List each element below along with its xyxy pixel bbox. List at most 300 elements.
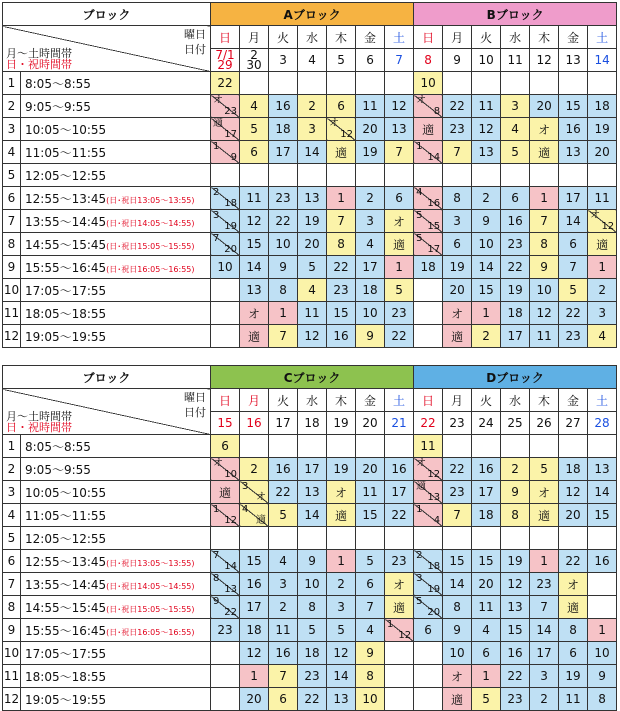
schedule-cell: 15 bbox=[559, 95, 588, 118]
schedule-cell: 14 bbox=[443, 573, 472, 596]
cell-upper: オ bbox=[213, 95, 224, 106]
period-row bbox=[3, 550, 617, 573]
schedule-cell: 22 bbox=[501, 665, 530, 688]
period-row bbox=[3, 233, 617, 256]
schedule-cell: 20 bbox=[240, 688, 269, 711]
schedule-cell: 20 bbox=[356, 118, 385, 141]
schedule-cell: 23 bbox=[443, 118, 472, 141]
weekday-cell: 日 bbox=[211, 26, 240, 49]
schedule-cell bbox=[443, 435, 472, 458]
schedule-cell bbox=[269, 435, 298, 458]
weekday-cell: 水 bbox=[501, 26, 530, 49]
schedule-cell: 16 bbox=[269, 642, 298, 665]
period-row bbox=[3, 527, 617, 550]
schedule-cell: 23 bbox=[385, 550, 414, 573]
period-row bbox=[3, 72, 617, 95]
schedule-cell: 6 bbox=[414, 619, 443, 642]
schedule-cell bbox=[588, 210, 617, 233]
schedule-cell: 13 bbox=[559, 141, 588, 164]
weekday-cell: 土 bbox=[588, 389, 617, 412]
period-row bbox=[3, 596, 617, 619]
period-time bbox=[21, 210, 211, 233]
date-cell: 4 bbox=[298, 49, 327, 72]
cell-lower: 12 bbox=[340, 129, 354, 140]
schedule-cell bbox=[414, 688, 443, 711]
schedule-cell: 15 bbox=[240, 233, 269, 256]
cell-lower: 18 bbox=[224, 198, 238, 209]
period-row bbox=[3, 302, 617, 325]
period-time bbox=[21, 642, 211, 665]
period-time bbox=[21, 187, 211, 210]
holiday-time-text: (日･祝日14:05～14:55) bbox=[106, 218, 195, 228]
schedule-cell: 12 bbox=[327, 642, 356, 665]
schedule-cell bbox=[211, 141, 240, 164]
schedule-cell: 11 bbox=[530, 325, 559, 348]
weekday-cell: 日 bbox=[414, 26, 443, 49]
schedule-cell: 3 bbox=[530, 665, 559, 688]
schedule-cell: 19 bbox=[327, 458, 356, 481]
schedule-cell: 1 bbox=[385, 256, 414, 279]
period-number: 6 bbox=[3, 550, 21, 573]
weekday-cell: 月 bbox=[240, 389, 269, 412]
date-part: 2 bbox=[250, 48, 258, 62]
holiday-time-text: (日･祝日13:05～13:55) bbox=[106, 558, 195, 568]
schedule-cell: 19 bbox=[443, 256, 472, 279]
period-number: 4 bbox=[3, 141, 21, 164]
schedule-cell: 1 bbox=[327, 187, 356, 210]
schedule-cell bbox=[472, 164, 501, 187]
cell-lower: 19 bbox=[427, 584, 441, 595]
period-time bbox=[21, 550, 211, 573]
cell-upper: 2 bbox=[213, 187, 220, 198]
schedule-cell: オ bbox=[385, 210, 414, 233]
weekday-cell: 木 bbox=[530, 389, 559, 412]
schedule-cell: 22 bbox=[443, 458, 472, 481]
schedule-grid bbox=[2, 365, 617, 711]
schedule-cell: 6 bbox=[385, 187, 414, 210]
schedule-cell: 16 bbox=[559, 118, 588, 141]
period-number: 7 bbox=[3, 210, 21, 233]
schedule-cell: オ bbox=[385, 573, 414, 596]
schedule-cell: 14 bbox=[472, 256, 501, 279]
schedule-cell: 8 bbox=[298, 596, 327, 619]
cell-upper: 3 bbox=[213, 210, 220, 221]
schedule-cell bbox=[414, 504, 443, 527]
schedule-cell bbox=[472, 527, 501, 550]
schedule-cell bbox=[501, 435, 530, 458]
schedule-cell bbox=[211, 233, 240, 256]
schedule-cell bbox=[588, 527, 617, 550]
cell-upper: 2 bbox=[416, 550, 423, 561]
schedule-cell: 12 bbox=[240, 642, 269, 665]
period-row bbox=[3, 435, 617, 458]
schedule-cell: 2 bbox=[269, 596, 298, 619]
schedule-cell: 3 bbox=[327, 596, 356, 619]
date-cell: 24 bbox=[472, 412, 501, 435]
schedule-cell: 18 bbox=[588, 95, 617, 118]
schedule-cell: 10 bbox=[298, 573, 327, 596]
schedule-cell: 4 bbox=[240, 95, 269, 118]
period-number: 5 bbox=[3, 527, 21, 550]
schedule-cell: 7 bbox=[443, 141, 472, 164]
schedule-cell: 5 bbox=[501, 141, 530, 164]
schedule-cell: 12 bbox=[240, 210, 269, 233]
schedule-cell: 7 bbox=[385, 141, 414, 164]
period-time-text: 11:05～11:55 bbox=[25, 508, 107, 523]
date-cell: 9 bbox=[443, 49, 472, 72]
period-time bbox=[21, 619, 211, 642]
schedule-cell: 11 bbox=[472, 596, 501, 619]
schedule-cell: 6 bbox=[211, 435, 240, 458]
schedule-cell bbox=[472, 435, 501, 458]
schedule-cell bbox=[240, 435, 269, 458]
weekday-cell: 木 bbox=[327, 26, 356, 49]
schedule-cell: 11 bbox=[472, 95, 501, 118]
schedule-cell: 15 bbox=[588, 504, 617, 527]
period-time bbox=[21, 325, 211, 348]
schedule-cell: 17 bbox=[472, 481, 501, 504]
schedule-cell bbox=[588, 435, 617, 458]
period-row bbox=[3, 573, 617, 596]
schedule-cell bbox=[414, 527, 443, 550]
schedule-cell: 5 bbox=[559, 279, 588, 302]
schedule-cell bbox=[559, 164, 588, 187]
period-row bbox=[3, 458, 617, 481]
schedule-cell bbox=[385, 642, 414, 665]
schedule-cell: 9 bbox=[588, 665, 617, 688]
schedule-cell bbox=[356, 164, 385, 187]
schedule-cell: 16 bbox=[240, 573, 269, 596]
schedule-cell: 8 bbox=[501, 504, 530, 527]
schedule-cell: 18 bbox=[298, 642, 327, 665]
schedule-cell: 6 bbox=[269, 688, 298, 711]
schedule-cell: 22 bbox=[269, 481, 298, 504]
schedule-cell bbox=[298, 527, 327, 550]
period-time-text: 19:05～19:55 bbox=[25, 692, 107, 707]
schedule-cell: 19 bbox=[559, 665, 588, 688]
schedule-cell: 23 bbox=[501, 688, 530, 711]
schedule-cell: 12 bbox=[559, 481, 588, 504]
weekday-cell: 金 bbox=[356, 26, 385, 49]
schedule-cell: 6 bbox=[443, 233, 472, 256]
schedule-cell: 22 bbox=[269, 210, 298, 233]
holiday-time-text: (日･祝日13:05～13:55) bbox=[106, 195, 195, 205]
cell-upper: 1 bbox=[416, 504, 423, 515]
schedule-cell bbox=[385, 688, 414, 711]
schedule-cell bbox=[356, 435, 385, 458]
cell-upper: 適 bbox=[416, 481, 427, 492]
schedule-cell: 10 bbox=[530, 279, 559, 302]
weekday-row bbox=[3, 389, 617, 412]
weekday-cell: 木 bbox=[327, 389, 356, 412]
period-time bbox=[21, 118, 211, 141]
period-row bbox=[3, 619, 617, 642]
schedule-cell: 7 bbox=[530, 596, 559, 619]
schedule-cell: 15 bbox=[356, 504, 385, 527]
period-time-text: 10:05～10:55 bbox=[25, 485, 107, 500]
schedule-cell: 23 bbox=[501, 233, 530, 256]
cell-upper: オ bbox=[416, 458, 427, 469]
schedule-cell bbox=[211, 325, 240, 348]
weekday-cell: 土 bbox=[385, 389, 414, 412]
date-cell: 5 bbox=[327, 49, 356, 72]
holiday-time-text: (日･祝日15:05～15:55) bbox=[106, 241, 195, 251]
block-name: Bブロック bbox=[414, 3, 617, 26]
cell-lower: 13 bbox=[224, 584, 238, 595]
schedule-cell bbox=[530, 72, 559, 95]
schedule-cell bbox=[443, 527, 472, 550]
schedule-cell: 1 bbox=[240, 665, 269, 688]
schedule-cell: 2 bbox=[356, 187, 385, 210]
schedule-cell: 適 bbox=[240, 325, 269, 348]
schedule-cell: 13 bbox=[298, 187, 327, 210]
period-time-text: 17:05～17:55 bbox=[25, 283, 107, 298]
schedule-cell: 3 bbox=[443, 210, 472, 233]
corner-header bbox=[3, 26, 211, 72]
weekday-cell: 月 bbox=[443, 26, 472, 49]
schedule-cell: 10 bbox=[269, 233, 298, 256]
schedule-cell: 23 bbox=[443, 481, 472, 504]
hiduke-label: 日付 bbox=[184, 43, 207, 56]
schedule-cell: 1 bbox=[530, 187, 559, 210]
schedule-cell: 22 bbox=[211, 72, 240, 95]
date-cell: 25 bbox=[501, 412, 530, 435]
period-row bbox=[3, 164, 617, 187]
schedule-cell: 4 bbox=[298, 279, 327, 302]
schedule-cell: 15 bbox=[443, 550, 472, 573]
schedule-cell: 11 bbox=[356, 481, 385, 504]
schedule-cell: 5 bbox=[530, 458, 559, 481]
cell-upper: 9 bbox=[213, 596, 220, 607]
schedule-cell: 22 bbox=[501, 256, 530, 279]
date-cell: 12 bbox=[530, 49, 559, 72]
schedule-cell: 適 bbox=[385, 596, 414, 619]
schedule-cell bbox=[501, 527, 530, 550]
date-cell: 14 bbox=[588, 49, 617, 72]
schedule-cell: 8 bbox=[443, 596, 472, 619]
cell-upper: 3 bbox=[242, 481, 249, 492]
period-row bbox=[3, 279, 617, 302]
cell-upper: 4 bbox=[416, 187, 423, 198]
schedule-cell: 8 bbox=[327, 233, 356, 256]
schedule-cell bbox=[240, 72, 269, 95]
period-number: 3 bbox=[3, 118, 21, 141]
schedule-cell: 2 bbox=[327, 573, 356, 596]
schedule-cell: 適 bbox=[414, 118, 443, 141]
schedule-cell bbox=[414, 302, 443, 325]
period-number: 11 bbox=[3, 665, 21, 688]
schedule-cell bbox=[414, 210, 443, 233]
schedule-cell bbox=[211, 504, 240, 527]
schedule-cell: 18 bbox=[501, 302, 530, 325]
schedule-cell: オ bbox=[559, 573, 588, 596]
schedule-cell: 22 bbox=[385, 504, 414, 527]
schedule-table-2 bbox=[2, 365, 617, 711]
schedule-cell: 23 bbox=[269, 187, 298, 210]
holiday-slot-label: 日・祝時間帯 bbox=[6, 421, 72, 434]
period-time-text: 15:55～16:45 bbox=[25, 260, 107, 275]
period-time-text: 18:05～18:55 bbox=[25, 306, 107, 321]
schedule-cell: 6 bbox=[559, 642, 588, 665]
schedule-cell bbox=[414, 325, 443, 348]
schedule-cell bbox=[385, 527, 414, 550]
date-cell: 6 bbox=[356, 49, 385, 72]
period-time bbox=[21, 665, 211, 688]
schedule-cell: 5 bbox=[240, 118, 269, 141]
block-label: ブロック bbox=[3, 3, 211, 26]
schedule-cell: 16 bbox=[327, 325, 356, 348]
schedule-cell: 19 bbox=[298, 210, 327, 233]
schedule-cell bbox=[559, 527, 588, 550]
schedule-cell: 適 bbox=[327, 504, 356, 527]
schedule-grid bbox=[2, 2, 617, 348]
schedule-cell: 20 bbox=[530, 95, 559, 118]
schedule-cell: 6 bbox=[472, 642, 501, 665]
schedule-cell: 23 bbox=[298, 665, 327, 688]
schedule-cell: 8 bbox=[269, 279, 298, 302]
date-cell: 26 bbox=[530, 412, 559, 435]
schedule-cell: オ bbox=[530, 118, 559, 141]
period-time-text: 12:55～13:45 bbox=[25, 554, 107, 569]
schedule-cell: 15 bbox=[472, 550, 501, 573]
schedule-cell: 13 bbox=[240, 279, 269, 302]
weekday-cell: 水 bbox=[298, 26, 327, 49]
date-cell: 18 bbox=[298, 412, 327, 435]
schedule-cell: 5 bbox=[385, 279, 414, 302]
schedule-cell: 4 bbox=[501, 118, 530, 141]
period-row bbox=[3, 210, 617, 233]
schedule-cell: 9 bbox=[472, 210, 501, 233]
schedule-cell: 6 bbox=[356, 573, 385, 596]
period-number: 5 bbox=[3, 164, 21, 187]
schedule-cell: 22 bbox=[298, 688, 327, 711]
schedule-cell: 適 bbox=[327, 141, 356, 164]
cell-upper: 適 bbox=[213, 118, 224, 129]
period-number: 1 bbox=[3, 72, 21, 95]
weekday-cell: 土 bbox=[588, 26, 617, 49]
schedule-cell bbox=[501, 164, 530, 187]
schedule-cell: 16 bbox=[588, 550, 617, 573]
schedule-cell bbox=[414, 187, 443, 210]
schedule-cell bbox=[530, 164, 559, 187]
schedule-cell: 適 bbox=[211, 481, 240, 504]
schedule-cell: 1 bbox=[588, 619, 617, 642]
cell-upper: 1 bbox=[213, 504, 220, 515]
date-part: 30 bbox=[246, 58, 262, 72]
schedule-cell: 15 bbox=[327, 302, 356, 325]
date-cell: 28 bbox=[588, 412, 617, 435]
schedule-cell bbox=[414, 642, 443, 665]
schedule-cell: 2 bbox=[530, 688, 559, 711]
schedule-cell bbox=[240, 504, 269, 527]
cell-upper: 4 bbox=[242, 504, 249, 515]
schedule-cell bbox=[414, 550, 443, 573]
schedule-cell: 19 bbox=[588, 118, 617, 141]
cell-upper: 7 bbox=[213, 550, 220, 561]
schedule-cell bbox=[269, 72, 298, 95]
schedule-cell: 17 bbox=[240, 596, 269, 619]
date-cell: 11 bbox=[501, 49, 530, 72]
period-time bbox=[21, 164, 211, 187]
period-time bbox=[21, 72, 211, 95]
block-name: Dブロック bbox=[414, 366, 617, 389]
period-time-text: 18:05～18:55 bbox=[25, 669, 107, 684]
cell-lower: 18 bbox=[427, 561, 441, 572]
schedule-cell: 3 bbox=[298, 118, 327, 141]
period-number: 4 bbox=[3, 504, 21, 527]
cell-lower: 17 bbox=[224, 129, 238, 140]
period-row bbox=[3, 118, 617, 141]
schedule-cell bbox=[385, 435, 414, 458]
schedule-cell bbox=[327, 164, 356, 187]
schedule-cell bbox=[298, 164, 327, 187]
period-time bbox=[21, 573, 211, 596]
youbi-label: 曜日 bbox=[184, 28, 207, 41]
schedule-cell: 4 bbox=[356, 619, 385, 642]
schedule-cell: オ bbox=[530, 481, 559, 504]
period-number: 12 bbox=[3, 325, 21, 348]
schedule-cell: 10 bbox=[443, 642, 472, 665]
schedule-cell: 12 bbox=[501, 573, 530, 596]
schedule-cell: 10 bbox=[414, 72, 443, 95]
schedule-cell: 20 bbox=[298, 233, 327, 256]
schedule-cell bbox=[211, 688, 240, 711]
period-time bbox=[21, 302, 211, 325]
cell-upper: 1 bbox=[213, 141, 220, 152]
schedule-cell: 8 bbox=[443, 187, 472, 210]
schedule-cell: 17 bbox=[385, 481, 414, 504]
period-number: 3 bbox=[3, 481, 21, 504]
schedule-cell: 14 bbox=[530, 619, 559, 642]
schedule-cell: 16 bbox=[385, 458, 414, 481]
schedule-cell bbox=[559, 435, 588, 458]
period-number: 2 bbox=[3, 458, 21, 481]
schedule-cell: 14 bbox=[298, 504, 327, 527]
schedule-cell: 12 bbox=[530, 302, 559, 325]
schedule-cell: 10 bbox=[211, 256, 240, 279]
schedule-cell: 11 bbox=[298, 302, 327, 325]
schedule-cell: 23 bbox=[327, 279, 356, 302]
period-number: 10 bbox=[3, 279, 21, 302]
holiday-time-text: (日･祝日14:05～14:55) bbox=[106, 581, 195, 591]
period-number: 1 bbox=[3, 435, 21, 458]
schedule-cell: 19 bbox=[501, 279, 530, 302]
schedule-cell: 19 bbox=[501, 550, 530, 573]
schedule-cell: 15 bbox=[501, 619, 530, 642]
weekday-cell: 金 bbox=[356, 389, 385, 412]
schedule-cell: 5 bbox=[298, 256, 327, 279]
schedule-cell: 17 bbox=[530, 642, 559, 665]
schedule-cell: オ bbox=[240, 302, 269, 325]
weekday-cell: 金 bbox=[559, 389, 588, 412]
period-number: 9 bbox=[3, 619, 21, 642]
schedule-cell: 4 bbox=[269, 550, 298, 573]
schedule-cell: 7 bbox=[269, 325, 298, 348]
schedule-cell: 5 bbox=[327, 619, 356, 642]
schedule-cell bbox=[240, 164, 269, 187]
weekday-cell: 水 bbox=[501, 389, 530, 412]
period-number: 9 bbox=[3, 256, 21, 279]
schedule-cell bbox=[211, 302, 240, 325]
period-time-text: 15:55～16:45 bbox=[25, 623, 107, 638]
schedule-cell: 1 bbox=[588, 256, 617, 279]
period-row bbox=[3, 481, 617, 504]
schedule-cell: 16 bbox=[501, 210, 530, 233]
schedule-cell bbox=[327, 527, 356, 550]
schedule-cell: 18 bbox=[472, 504, 501, 527]
schedule-cell: 20 bbox=[443, 279, 472, 302]
schedule-cell: オ bbox=[443, 665, 472, 688]
